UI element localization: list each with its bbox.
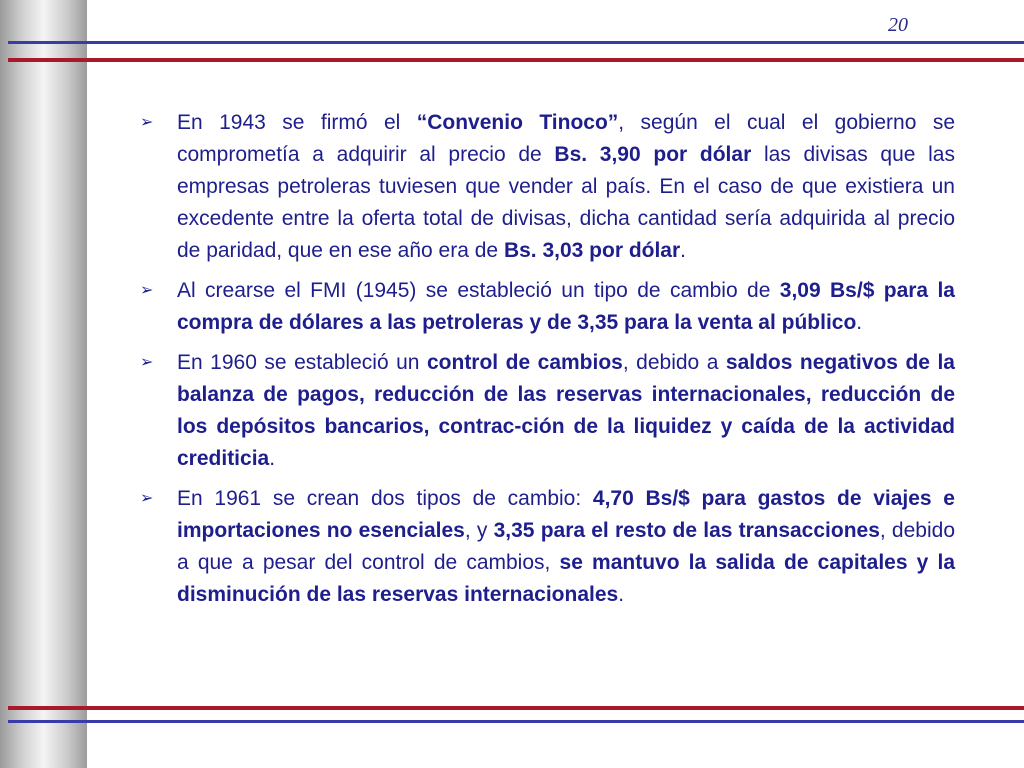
bullet-list — [140, 107, 955, 619]
bullet-item-control-de-cambios-1960 — [140, 347, 955, 475]
bullet-item-fmi-1945 — [140, 275, 955, 339]
top-red-rule — [8, 58, 1024, 62]
page-number: 20 — [888, 14, 908, 36]
top-blue-rule — [8, 41, 1024, 44]
bottom-blue-rule — [8, 720, 1024, 723]
bullet-text: En 1961 se crean dos tipos de cambio: 4,70 Bs/$ para gastos de viajes e importaciones no esenciales, y 3,35 para el resto de las transacciones, debido a que a pesar del control de cambios, se mantuvo la salida de capitales y la disminución de las reservas internacionales. — [177, 487, 956, 606]
bottom-red-rule — [8, 706, 1024, 710]
arrow-bullet-icon: ➢ — [140, 490, 154, 507]
decorative-side-bar — [0, 0, 87, 768]
arrow-bullet-icon: ➢ — [140, 354, 154, 371]
arrow-bullet-icon: ➢ — [140, 114, 154, 131]
bullet-item-tipos-de-cambio-1961 — [140, 483, 955, 611]
bullet-text: En 1943 se firmó el “Convenio Tinoco”, según el cual el gobierno se comprometía a adquirir al precio de Bs. 3,90 por dólar las divisas que las empresas petroleras tuviesen que vender al país. En el caso de que existiera un excedente entre la oferta total de divisas, dicha cantidad sería adquirida al precio de paridad, que en ese año era de Bs. 3,03 por dólar. — [177, 111, 956, 262]
arrow-bullet-icon: ➢ — [140, 282, 154, 299]
bullet-item-convenio-tinoco — [140, 107, 955, 267]
bullet-text: Al crearse el FMI (1945) se estableció un tipo de cambio de 3,09 Bs/$ para la compra de dólares a las petroleras y de 3,35 para la venta al público. — [177, 279, 955, 334]
bullet-text: En 1960 se estableció un control de cambios, debido a saldos negativos de la balanza de pagos, reducción de las reservas internacionales, reducción de los depósitos bancarios, contrac-ción de la liquidez y caída de la actividad crediticia. — [177, 351, 955, 470]
